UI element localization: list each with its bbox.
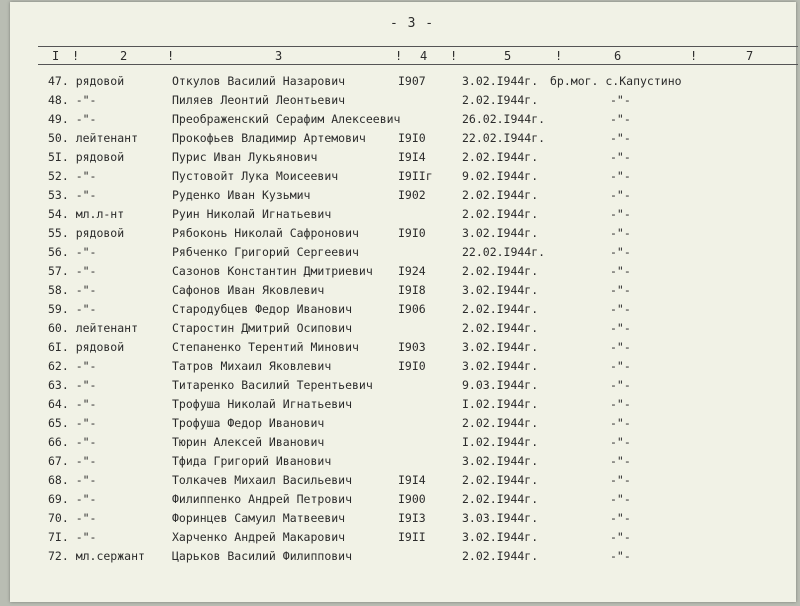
table-row (10, 547, 796, 566)
table-row (10, 205, 796, 224)
rank-cell: 65. -"- (48, 416, 97, 430)
table-row (10, 243, 796, 262)
table-row (10, 91, 796, 110)
name-cell: Рябченко Григорий Сергеевич (172, 245, 359, 259)
burial-place-cell: -"- (610, 454, 631, 468)
name-cell: Пустовойт Лука Моисеевич (172, 169, 339, 183)
name-cell: Стародубцев Федор Иванович (172, 302, 353, 316)
rank-cell: 62. -"- (48, 359, 97, 373)
birth-year-cell: I9I0 (398, 131, 426, 145)
birth-year-cell: I924 (398, 264, 426, 278)
rank-cell: 60. лейтенант (48, 321, 139, 335)
death-date-cell: 3.02.I944г. (462, 359, 539, 373)
name-cell: Откулов Василий Назарович (172, 74, 346, 88)
burial-place-cell: -"- (610, 131, 631, 145)
birth-year-cell: I9I4 (398, 473, 426, 487)
burial-place-cell: -"- (610, 340, 631, 354)
name-cell: Филиппенко Андрей Петрович (172, 492, 353, 506)
table-row (10, 167, 796, 186)
name-cell: Прокофьев Владимир Артемович (172, 131, 366, 145)
name-cell: Титаренко Василий Терентьевич (172, 378, 373, 392)
rank-cell: 50. лейтенант (48, 131, 139, 145)
name-cell: Пиляев Леонтий Леонтьевич (172, 93, 346, 107)
birth-year-cell: I902 (398, 188, 426, 202)
column-separator: ! (450, 49, 458, 63)
name-cell: Тюрин Алексей Иванович (172, 435, 325, 449)
table-row (10, 319, 796, 338)
rank-cell: 67. -"- (48, 454, 97, 468)
table-row (10, 148, 796, 167)
name-cell: Тфида Григорий Иванович (172, 454, 332, 468)
burial-place-cell: -"- (610, 169, 631, 183)
birth-year-cell: I903 (398, 340, 426, 354)
name-cell: Татров Михаил Яковлевич (172, 359, 332, 373)
rank-cell: 69. -"- (48, 492, 97, 506)
birth-year-cell: I900 (398, 492, 426, 506)
death-date-cell: 3.03.I944г. (462, 511, 539, 525)
death-date-cell: 2.02.I944г. (462, 93, 539, 107)
header-top-rule (38, 46, 798, 47)
burial-place-cell: -"- (610, 264, 631, 278)
name-cell: Рябоконь Николай Сафронович (172, 226, 359, 240)
death-date-cell: 22.02.I944г. (462, 245, 546, 259)
table-row (10, 433, 796, 452)
column-header-6: 6 (614, 49, 622, 63)
death-date-cell: 3.02.I944г. (462, 226, 539, 240)
death-date-cell: 9.03.I944г. (462, 378, 539, 392)
rank-cell: 6I. рядовой (48, 340, 125, 354)
death-date-cell: I.02.I944г. (462, 435, 539, 449)
death-date-cell: 3.02.I944г. (462, 530, 539, 544)
column-separator: ! (167, 49, 175, 63)
name-cell: Царьков Василий Филиппович (172, 549, 353, 563)
burial-place-cell: -"- (610, 530, 631, 544)
rank-cell: 56. -"- (48, 245, 97, 259)
burial-place-cell: -"- (610, 93, 631, 107)
table-row (10, 414, 796, 433)
column-header-5: 5 (504, 49, 512, 63)
rank-cell: 48. -"- (48, 93, 97, 107)
burial-place-cell: -"- (610, 378, 631, 392)
column-header-1: I (52, 49, 60, 63)
table-row (10, 129, 796, 148)
burial-place-cell: -"- (610, 302, 631, 316)
table-row (10, 471, 796, 490)
table-row (10, 376, 796, 395)
birth-year-cell: I9I4 (398, 150, 426, 164)
rank-cell: 68. -"- (48, 473, 97, 487)
document-page (10, 2, 796, 602)
burial-place-cell: -"- (610, 359, 631, 373)
death-date-cell: 3.02.I944г. (462, 74, 539, 88)
table-row (10, 357, 796, 376)
table-row (10, 338, 796, 357)
death-date-cell: 2.02.I944г. (462, 264, 539, 278)
burial-place-cell: -"- (610, 549, 631, 563)
rank-cell: 59. -"- (48, 302, 97, 316)
name-cell: Пурис Иван Лукьянович (172, 150, 318, 164)
rank-cell: 7I. -"- (48, 530, 97, 544)
column-separator: ! (555, 49, 563, 63)
table-row (10, 528, 796, 547)
burial-place-cell: -"- (610, 473, 631, 487)
name-cell: Харченко Андрей Макарович (172, 530, 346, 544)
burial-place-cell: -"- (610, 321, 631, 335)
burial-place-cell: -"- (610, 492, 631, 506)
rank-cell: 5I. рядовой (48, 150, 125, 164)
table-row (10, 300, 796, 319)
name-cell: Толкачев Михаил Васильевич (172, 473, 353, 487)
column-separator: ! (395, 49, 403, 63)
burial-place-cell: -"- (610, 416, 631, 430)
column-header-7: 7 (746, 49, 754, 63)
table-row (10, 186, 796, 205)
rank-cell: 52. -"- (48, 169, 97, 183)
burial-place-cell: бр.мог. с.Капустино (550, 74, 682, 88)
death-date-cell: 3.02.I944г. (462, 340, 539, 354)
death-date-cell: 3.02.I944г. (462, 283, 539, 297)
rank-cell: 54. мл.л-нт (48, 207, 125, 221)
name-cell: Степаненко Терентий Минович (172, 340, 359, 354)
name-cell: Трофуша Николай Игнатьевич (172, 397, 353, 411)
rank-cell: 49. -"- (48, 112, 97, 126)
death-date-cell: 9.02.I944г. (462, 169, 539, 183)
death-date-cell: 2.02.I944г. (462, 321, 539, 335)
burial-place-cell: -"- (610, 188, 631, 202)
name-cell: Сафонов Иван Яковлевич (172, 283, 325, 297)
header-bottom-rule (38, 64, 798, 65)
burial-place-cell: -"- (610, 207, 631, 221)
table-row (10, 110, 796, 129)
rank-cell: 53. -"- (48, 188, 97, 202)
birth-year-cell: I9I3 (398, 511, 426, 525)
death-date-cell: 2.02.I944г. (462, 207, 539, 221)
death-date-cell: 2.02.I944г. (462, 549, 539, 563)
birth-year-cell: I907 (398, 74, 426, 88)
birth-year-cell: I9I0 (398, 226, 426, 240)
rank-cell: 64. -"- (48, 397, 97, 411)
rank-cell: 58. -"- (48, 283, 97, 297)
rank-cell: 70. -"- (48, 511, 97, 525)
table-row (10, 262, 796, 281)
column-header-4: 4 (420, 49, 428, 63)
table-row (10, 509, 796, 528)
death-date-cell: 2.02.I944г. (462, 302, 539, 316)
burial-place-cell: -"- (610, 245, 631, 259)
death-date-cell: 26.02.I944г. (462, 112, 546, 126)
roster-table (10, 72, 796, 566)
birth-year-cell: I9IIг (398, 169, 433, 183)
death-date-cell: 3.02.I944г. (462, 454, 539, 468)
column-header-3: 3 (275, 49, 283, 63)
death-date-cell: I.02.I944г. (462, 397, 539, 411)
table-row (10, 224, 796, 243)
birth-year-cell: I9II (398, 530, 426, 544)
burial-place-cell: -"- (610, 226, 631, 240)
rank-cell: 57. -"- (48, 264, 97, 278)
burial-place-cell: -"- (610, 112, 631, 126)
burial-place-cell: -"- (610, 283, 631, 297)
name-cell: Форинцев Самуил Матвеевич (172, 511, 346, 525)
table-row (10, 452, 796, 471)
name-cell: Сазонов Константин Дмитриевич (172, 264, 373, 278)
rank-cell: 72. мл.сержант (48, 549, 145, 563)
death-date-cell: 2.02.I944г. (462, 416, 539, 430)
table-row (10, 72, 796, 91)
column-separator: ! (690, 49, 698, 63)
page-number: - 3 - (390, 16, 435, 31)
rank-cell: 63. -"- (48, 378, 97, 392)
name-cell: Преображенский Серафим Алексеевич (172, 112, 401, 126)
burial-place-cell: -"- (610, 150, 631, 164)
burial-place-cell: -"- (610, 435, 631, 449)
table-row (10, 395, 796, 414)
column-separator: ! (72, 49, 80, 63)
burial-place-cell: -"- (610, 397, 631, 411)
death-date-cell: 2.02.I944г. (462, 150, 539, 164)
rank-cell: 66. -"- (48, 435, 97, 449)
death-date-cell: 2.02.I944г. (462, 188, 539, 202)
name-cell: Трофуша Федор Иванович (172, 416, 325, 430)
death-date-cell: 2.02.I944г. (462, 473, 539, 487)
column-header-2: 2 (120, 49, 128, 63)
death-date-cell: 22.02.I944г. (462, 131, 546, 145)
table-row (10, 490, 796, 509)
name-cell: Руин Николай Игнатьевич (172, 207, 332, 221)
birth-year-cell: I9I8 (398, 283, 426, 297)
table-row (10, 281, 796, 300)
death-date-cell: 2.02.I944г. (462, 492, 539, 506)
name-cell: Старостин Дмитрий Осипович (172, 321, 353, 335)
burial-place-cell: -"- (610, 511, 631, 525)
birth-year-cell: I906 (398, 302, 426, 316)
rank-cell: 55. рядовой (48, 226, 125, 240)
birth-year-cell: I9I0 (398, 359, 426, 373)
rank-cell: 47. рядовой (48, 74, 125, 88)
name-cell: Руденко Иван Кузьмич (172, 188, 311, 202)
